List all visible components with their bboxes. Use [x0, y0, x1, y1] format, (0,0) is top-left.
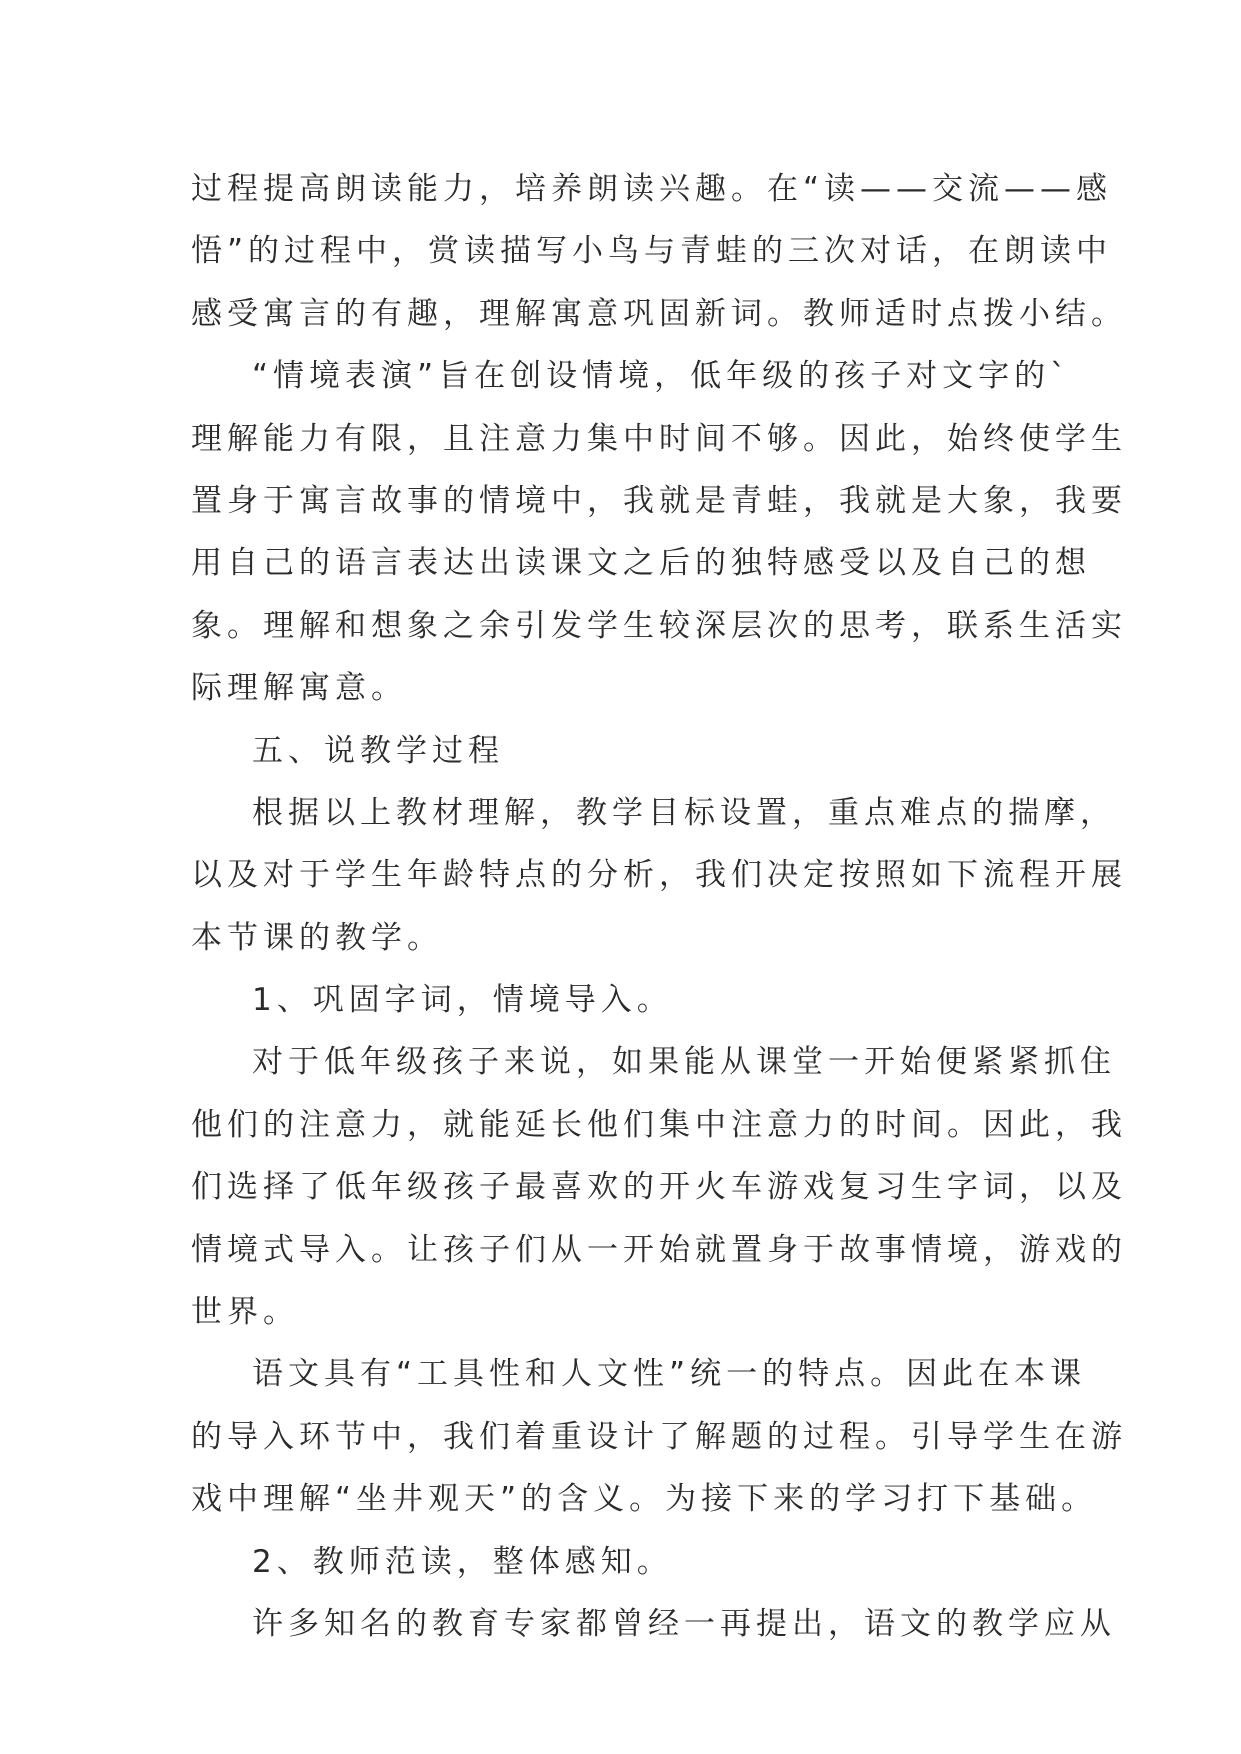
text-line: 们选择了低年级孩子最喜欢的开火车游戏复习生字词，以及 — [191, 1169, 1127, 1206]
text-line: 过程提高朗读能力，培养朗读兴趣。在“读——交流——感 — [191, 171, 1113, 207]
text-line: 对于低年级孩子来说，如果能从课堂一开始便紧紧抓住 — [252, 1044, 1116, 1081]
text-line: 许多知名的教育专家都曾经一再提出，语文的教学应从 — [252, 1605, 1116, 1642]
step-heading: 1、巩固字词，情境导入。 — [252, 982, 673, 1019]
text-line: 他们的注意力，就能延长他们集中注意力的时间。因此，我 — [191, 1106, 1127, 1143]
text-line: 世界。 — [191, 1294, 299, 1331]
text-line: 置身于寓言故事的情境中，我就是青蛙，我就是大象，我要 — [191, 482, 1127, 519]
text-line: 感受寓言的有趣，理解寓意巩固新词。教师适时点拨小结。 — [191, 295, 1127, 332]
text-line: 理解能力有限，且注意力集中时间不够。因此，始终使学生 — [191, 420, 1127, 457]
text-line: 的导入环节中，我们着重设计了解题的过程。引导学生在游 — [191, 1418, 1127, 1455]
text-line: “情境表演”旨在创设情境，低年级的孩子对文字的` — [252, 358, 1071, 395]
body-text — [191, 158, 1127, 1655]
section-heading: 五、说教学过程 — [252, 732, 504, 769]
step-heading: 2、教师范读，整体感知。 — [252, 1543, 673, 1580]
text-line: 际理解寓意。 — [191, 670, 407, 707]
text-line: 戏中理解“坐井观天”的含义。为接下来的学习打下基础。 — [191, 1481, 1098, 1518]
text-line: 语文具有“工具性和人文性”统一的特点。因此在本课 — [252, 1356, 1087, 1393]
text-line: 情境式导入。让孩子们从一开始就置身于故事情境，游戏的 — [191, 1231, 1127, 1268]
text-line: 本节课的教学。 — [191, 919, 443, 956]
text-line: 用自己的语言表达出读课文之后的独特感受以及自己的想 — [191, 545, 1091, 582]
text-line: 悟”的过程中，赏读描写小鸟与青蛙的三次对话，在朗读中 — [191, 233, 1113, 270]
text-line: 根据以上教材理解，教学目标设置，重点难点的揣摩， — [252, 794, 1116, 831]
text-line: 象。理解和想象之余引发学生较深层次的思考，联系生活实 — [191, 607, 1127, 644]
text-line: 以及对于学生年龄特点的分析，我们决定按照如下流程开展 — [191, 857, 1127, 894]
